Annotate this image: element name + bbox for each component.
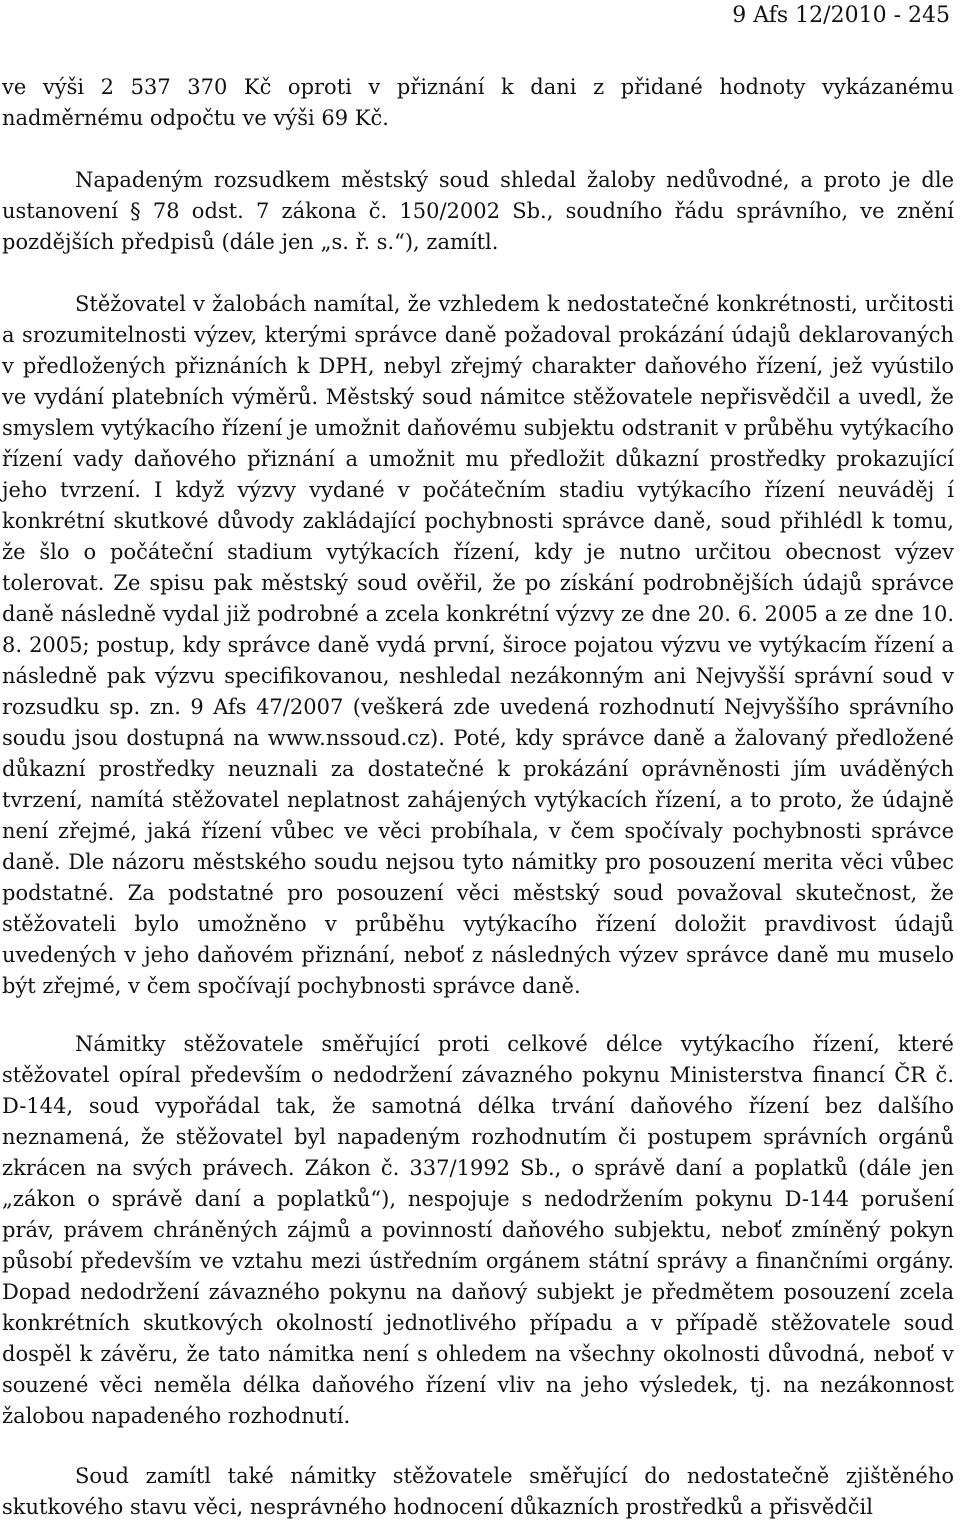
paragraph-text: Soud zamítl také námitky stěžovatele směřující do nedostatečně zjištěného skutkového stavu věci, nesprávného hodnocení důkazních prostředků a přisvědčil: [2, 1464, 954, 1519]
paragraph-5: [2, 1461, 954, 1523]
paragraph-text: ve výši 2 537 370 Kč oproti v přiznání k dani z přidané hodnoty vykázanému nadměrnému odpočtu ve výši 69 Kč.: [2, 75, 954, 130]
paragraph-text: Napadeným rozsudkem městský soud shledal žaloby nedůvodné, a proto je dle ustanovení § 78 odst. 7 zákona č. 150/2002 Sb., soudního řádu správního, ve znění pozdějších předpisů (dále jen „s. ř. s.“), zamítl.: [2, 168, 954, 254]
paragraph-3: [2, 289, 954, 1002]
case-number-header: 9 Afs 12/2010 - 245: [732, 3, 950, 28]
paragraph-text: Stěžovatel v žalobách namítal, že vzhledem k nedostatečné konkrétnosti, určitosti a srozumitelnosti výzev, kterými správce daně požadoval prokázání údajů deklarovaných v předložených přiznáních k DPH, nebyl zřejmý charakter daňového řízení, jež vyústilo ve vydání platebních výměrů. Městský soud námitce stěžovatele nepřisvědčil a uvedl, že smyslem vytýkacího řízení je umožnit daňovému subjektu odstranit v průběhu vytýkacího řízení vady daňového přiznání a umožnit mu předložit důkazní prostředky prokazující jeho tvrzení. I když výzvy vydané v počátečním stadiu vytýkacího řízení neuváděj í konkrétní skutkové důvody zakládající pochybnosti správce daně, soud přihlédl k tomu, že šlo o počáteční stadium vytýkacích řízení, kdy je nutno určitou obecnost výzev tolerovat. Ze spisu pak městský soud ověřil, že po získání podrobnějších údajů správce daně následně vydal již podrobné a zcela konkrétní výzvy ze dne 20. 6. 2005 a ze dne 10. 8. 2005; postup, kdy správce daně vydá první, široce pojatou výzvu ve vytýkacím řízení a následně pak výzvu specifikovanou, neshledal nezákonným ani Nejvyšší správní soud v rozsudku sp. zn. 9 Afs 47/2007 (veškerá zde uvedená rozhodnutí Nejvyššího správního soudu jsou dostupná na www.nssoud.cz). Poté, kdy správce daně a žalovaný předložené důkazní prostředky neuznali za dostatečné k prokázání oprávněnosti jím uváděných tvrzení, namítá stěžovatel neplatnost zahájených vytýkacích řízení, a to proto, že údajně není zřejmé, jaká řízení vůbec ve věci probíhala, v čem spočívaly pochybnosti správce daně. Dle názoru městského soudu nejsou tyto námitky pro posouzení merita věci vůbec podstatné. Za podstatné pro posouzení věci městský soud považoval skutečnost, že stěžovateli bylo umožněno v průběhu vytýkacího řízení doložit pravdivost údajů uvedených v jeho daňovém přiznání, neboť z následných výzev správce daně mu muselo být zřejmé, v čem spočívají pochybnosti správce daně.: [2, 292, 954, 998]
paragraph-2: [2, 165, 954, 258]
paragraph-1: [2, 72, 954, 134]
paragraph-4: [2, 1029, 954, 1432]
paragraph-text: Námitky stěžovatele směřující proti celkové délce vytýkacího řízení, které stěžovatel opíral především o nedodržení závazného pokynu Ministerstva financí ČR č. D-144, soud vypořádal tak, že samotná délka trvání daňového řízení bez dalšího neznamená, že stěžovatel byl napadeným rozhodnutím či postupem správních orgánů zkrácen na svých právech. Zákon č. 337/1992 Sb., o správě daní a poplatků (dále jen „zákon o správě daní a poplatků“), nespojuje s nedodržením pokynu D-144 porušení práv, právem chráněných zájmů a povinností daňového subjektu, neboť zmíněný pokyn působí především ve vztahu mezi ústředním orgánem státní správy a finančními orgány. Dopad nedodržení závazného pokynu na daňový subjekt je předmětem posouzení zcela konkrétních skutkových okolností jednotlivého případu a v případě stěžovatele soud dospěl k závěru, že tato námitka není s ohledem na všechny okolnosti důvodná, neboť v souzené věci neměla délka daňového řízení vliv na jeho výsledek, tj. na nezákonnost žalobou napadeného rozhodnutí.: [2, 1032, 954, 1428]
